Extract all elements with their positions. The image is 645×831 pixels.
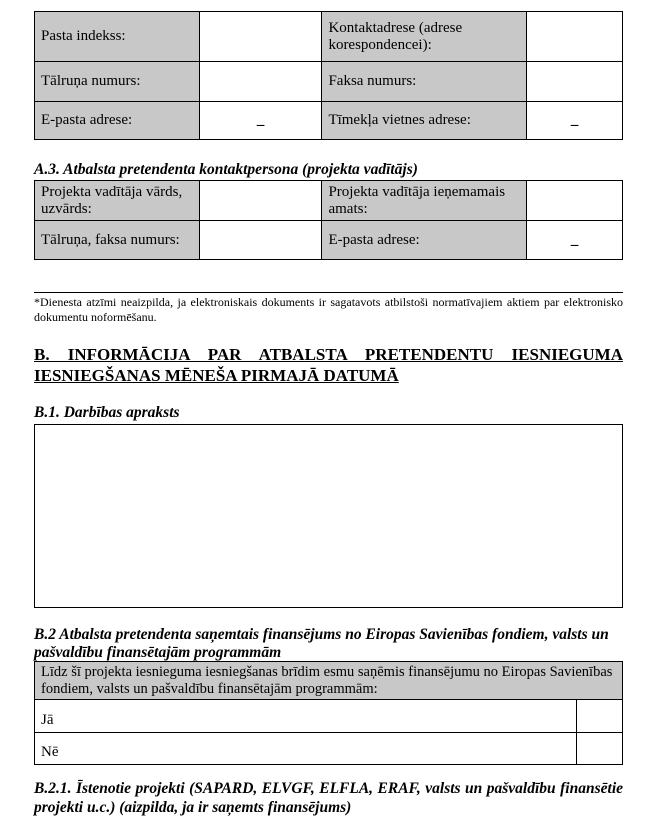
option-no-checkbox[interactable] xyxy=(577,733,623,765)
phone-fax-value[interactable] xyxy=(199,221,322,260)
section-b1-title: B.1. Darbības apraksts xyxy=(34,404,180,421)
contact-person-table xyxy=(34,180,623,260)
correspondence-address-value[interactable] xyxy=(527,12,623,62)
section-a3-title: A.3. Atbalsta pretendenta kontaktpersona (projekta vadītājs) xyxy=(34,161,418,178)
fax-label: Faksa numurs: xyxy=(322,62,527,102)
contact-email-label: E-pasta adrese: xyxy=(322,221,527,260)
phone-fax-label: Tālruņa, faksa numurs: xyxy=(35,221,200,260)
table-row xyxy=(35,62,623,102)
funding-question: Līdz šī projekta iesnieguma iesniegšanas brīdim esmu saņēmis finansējumu no Eiropas Savienības fondiem, valsts un pašvaldību finansētajām programmām: xyxy=(35,662,623,700)
table-row xyxy=(35,662,623,700)
website-label: Tīmekļa vietnes adrese: xyxy=(322,102,527,140)
postal-code-value[interactable] xyxy=(199,12,322,62)
project-manager-position-value[interactable] xyxy=(527,181,623,221)
contact-info-table xyxy=(34,11,623,140)
section-b2-title: B.2 Atbalsta pretendenta saņemtais finansējums no Eiropas Savienības fondiem, valsts un pašvaldību finansētajām programmām xyxy=(34,626,609,661)
project-manager-name-label: Projekta vadītāja vārds, uzvārds: xyxy=(35,181,200,221)
option-yes-checkbox[interactable] xyxy=(577,700,623,733)
option-yes-label: Jā xyxy=(35,700,577,733)
table-row xyxy=(35,181,623,221)
project-manager-position-label: Projekta vadītāja ieņemamais amats: xyxy=(322,181,527,221)
section-b21-title xyxy=(34,779,623,817)
website-value[interactable]: _ xyxy=(527,102,623,140)
contact-email-value[interactable]: _ xyxy=(527,221,623,260)
option-no-label: Nē xyxy=(35,733,577,765)
table-row xyxy=(35,221,623,260)
phone-label: Tālruņa numurs: xyxy=(35,62,200,102)
correspondence-address-label: Kontaktadrese (adrese korespondencei): xyxy=(322,12,527,62)
table-row xyxy=(35,700,623,733)
postal-code-label: Pasta indekss: xyxy=(35,12,200,62)
footnote: *Dienesta atzīmi neaizpilda, ja elektroniskais dokuments ir sagatavots atbilstoši normatīvajiem aktiem par elektronisko dokumentu noformēšanu. xyxy=(34,295,623,324)
table-row xyxy=(35,102,623,140)
table-row xyxy=(35,733,623,765)
section-b21-number: B.2.1. xyxy=(34,780,72,797)
activity-description-box[interactable] xyxy=(34,424,623,608)
email-label: E-pasta adrese: xyxy=(35,102,200,140)
section-b21-text: Īstenotie projekti (SAPARD, ELVGF, ELFLA, ERAF, valsts un pašvaldību finansētie projekti u.c.) (aizpilda, ja ir saņemts finansējums) xyxy=(34,780,624,816)
phone-value[interactable] xyxy=(199,62,322,102)
email-value[interactable]: _ xyxy=(199,102,322,140)
fax-value[interactable] xyxy=(527,62,623,102)
project-manager-name-value[interactable] xyxy=(199,181,322,221)
section-b-title: B. INFORMĀCIJA PAR ATBALSTA PRETENDENTU IESNIEGUMA IESNIEGŠANAS MĒNEŠA PIRMAJĀ DATUMĀ xyxy=(34,345,623,385)
funding-table xyxy=(34,661,623,765)
footnote-divider xyxy=(34,292,623,293)
table-row xyxy=(35,12,623,62)
